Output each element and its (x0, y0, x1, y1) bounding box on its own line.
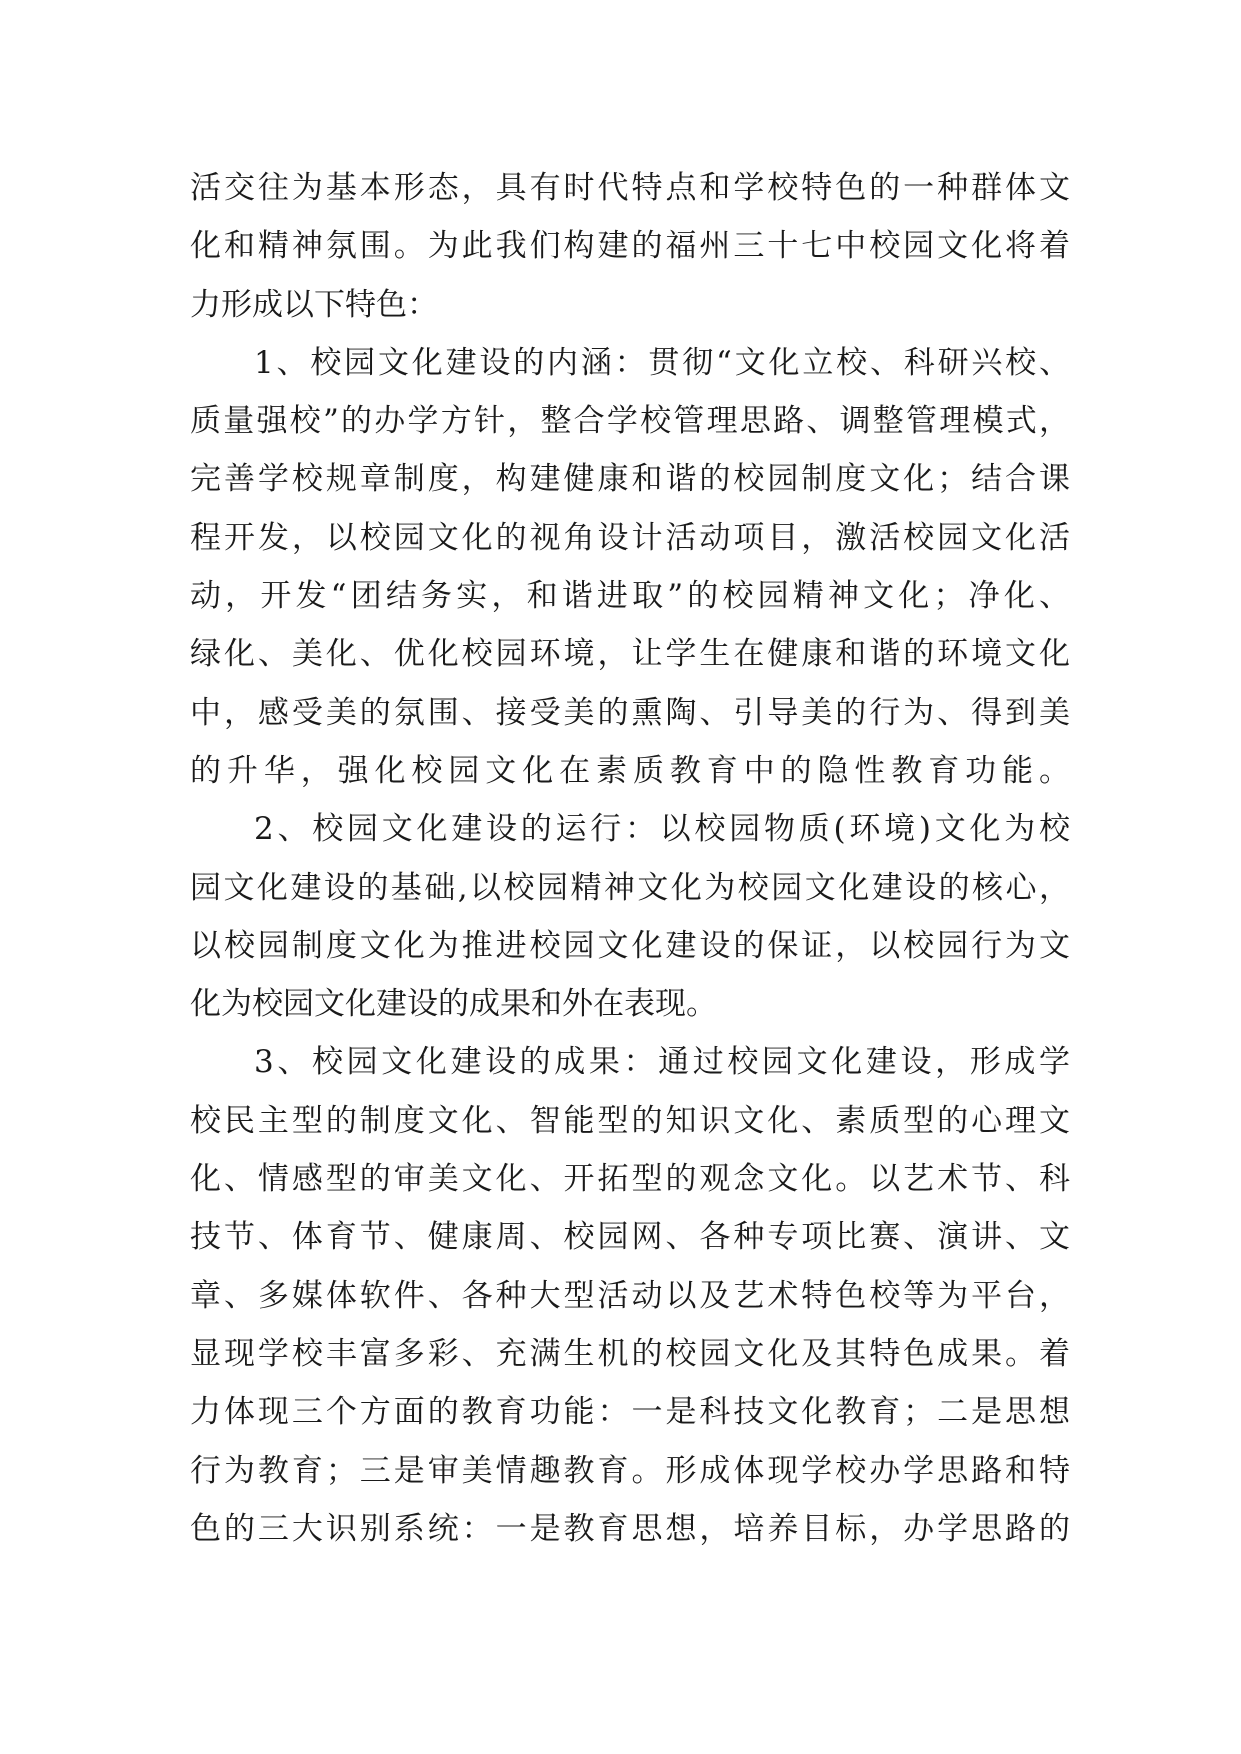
text-line: 程开发，以校园文化的视角设计活动项目，激活校园文化活 (190, 519, 1073, 556)
text-line: 绿化、美化、优化校园环境，让学生在健康和谐的环境文化 (190, 636, 1073, 673)
text-line: 化和精神氛围。为此我们构建的福州三十七中校园文化将着 (190, 228, 1073, 265)
text-line: 技节、体育节、健康周、校园网、各种专项比赛、演讲、文 (190, 1219, 1073, 1256)
body-text (190, 159, 1076, 1558)
text-line: 中，感受美的氛围、接受美的熏陶、引导美的行为、得到美 (190, 694, 1073, 731)
text-line: 力体现三个方面的教育功能：一是科技文化教育；二是思想 (190, 1394, 1073, 1431)
text-line: 章、多媒体软件、各种大型活动以及艺术特色校等为平台， (190, 1277, 1073, 1314)
text-line: 的升华，强化校园文化在素质教育中的隐性教育功能。 (190, 752, 1076, 789)
text-line: 色的三大识别系统：一是教育思想，培养目标，办学思路的 (190, 1510, 1073, 1547)
paragraph-3-start: 3、校园文化建设的成果：通过校园文化建设，形成学 (254, 1044, 1074, 1081)
paragraph-1-start: 1、校园文化建设的内涵：贯彻“文化立校、科研兴校、 (254, 344, 1073, 381)
text-line: 化为校园文化建设的成果和外在表现。 (190, 986, 717, 1023)
text-line: 质量强校”的办学方针，整合学校管理思路、调整管理模式， (190, 403, 1073, 440)
text-line: 动，开发“团结务实，和谐进取”的校园精神文化；净化、 (190, 578, 1075, 615)
text-line: 校民主型的制度文化、智能型的知识文化、素质型的心理文 (190, 1102, 1073, 1139)
text-line: 力形成以下特色： (190, 286, 438, 323)
text-line: 园文化建设的基础,以校园精神文化为校园文化建设的核心， (190, 869, 1073, 906)
text-line: 完善学校规章制度，构建健康和谐的校园制度文化；结合课 (190, 461, 1073, 498)
paragraph-2-start: 2、校园文化建设的运行：以校园物质(环境)文化为校 (254, 811, 1074, 848)
text-line: 化、情感型的审美文化、开拓型的观念文化。以艺术节、科 (190, 1161, 1073, 1198)
text-line: 显现学校丰富多彩、充满生机的校园文化及其特色成果。着 (190, 1335, 1073, 1372)
text-line: 活交往为基本形态，具有时代特点和学校特色的一种群体文 (190, 170, 1073, 206)
text-line: 以校园制度文化为推进校园文化建设的保证，以校园行为文 (190, 927, 1073, 964)
text-line: 行为教育；三是审美情趣教育。形成体现学校办学思路和特 (190, 1452, 1073, 1489)
